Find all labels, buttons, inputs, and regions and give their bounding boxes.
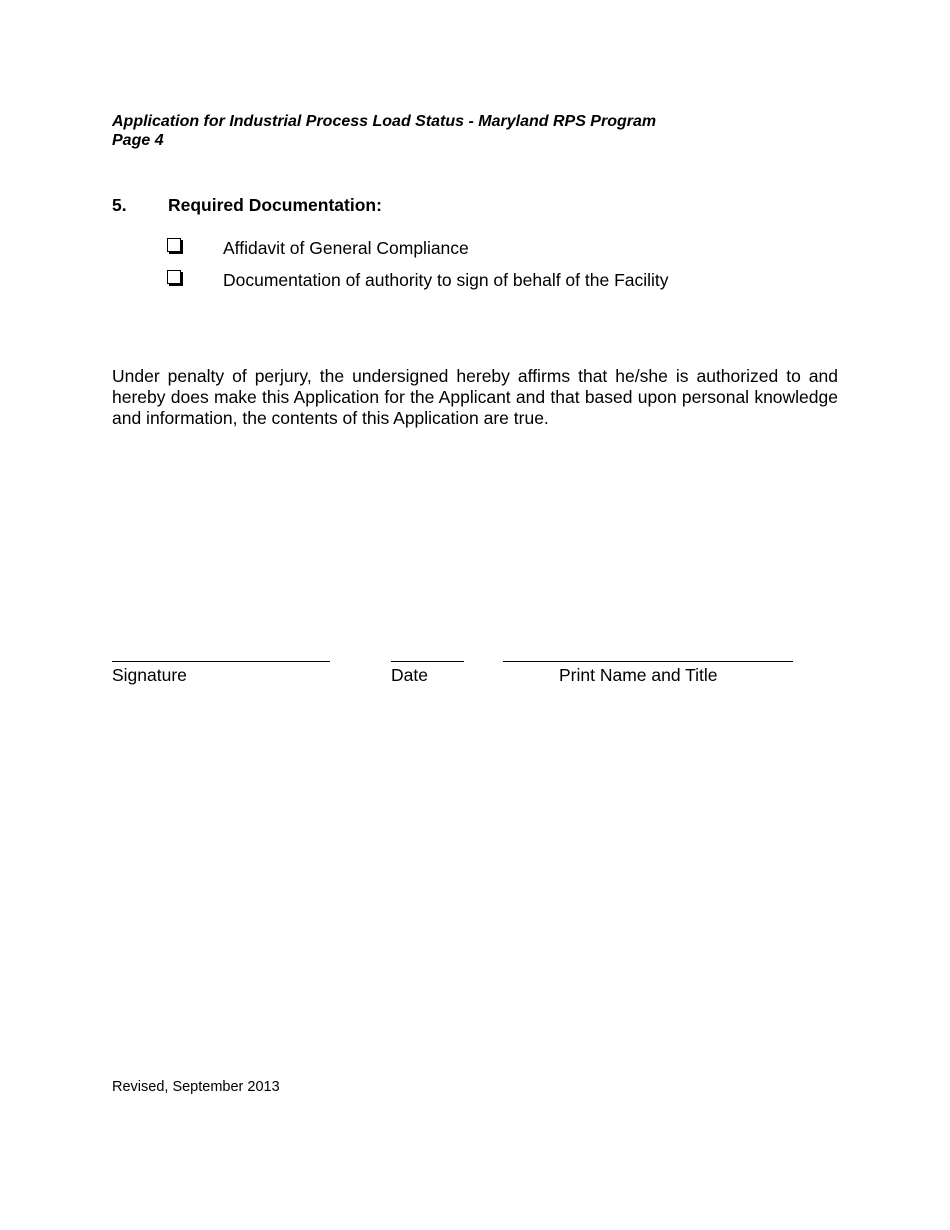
perjury-affirmation-paragraph: Under penalty of perjury, the undersigned hereby affirms that he/she is authorized to and hereby does make this Application for the Applicant and that based upon personal knowledge and information, the contents of this Application are true. xyxy=(112,366,838,428)
signature-label: Signature xyxy=(112,665,187,685)
print-name-title-label: Print Name and Title xyxy=(559,665,718,685)
date-line[interactable] xyxy=(391,661,464,662)
documentation-item-affidavit xyxy=(167,237,469,259)
print-name-title-line[interactable] xyxy=(503,661,793,662)
documentation-item-label: Documentation of authority to sign of behalf of the Facility xyxy=(223,270,669,290)
section-number: 5. xyxy=(112,195,127,215)
page-header xyxy=(112,112,656,150)
date-label: Date xyxy=(391,665,428,685)
documentation-item-label: Affidavit of General Compliance xyxy=(223,238,469,258)
documentation-item-authority xyxy=(167,269,669,291)
document-title: Application for Industrial Process Load Status - Maryland RPS Program xyxy=(112,113,657,130)
page-number: Page 4 xyxy=(112,132,164,149)
section-title: Required Documentation: xyxy=(168,195,382,215)
checkbox-affidavit[interactable] xyxy=(167,238,181,252)
section-heading xyxy=(112,194,382,216)
signature-line[interactable] xyxy=(112,661,330,662)
revision-footer: Revised, September 2013 xyxy=(112,1079,280,1095)
checkbox-authority[interactable] xyxy=(167,270,181,284)
